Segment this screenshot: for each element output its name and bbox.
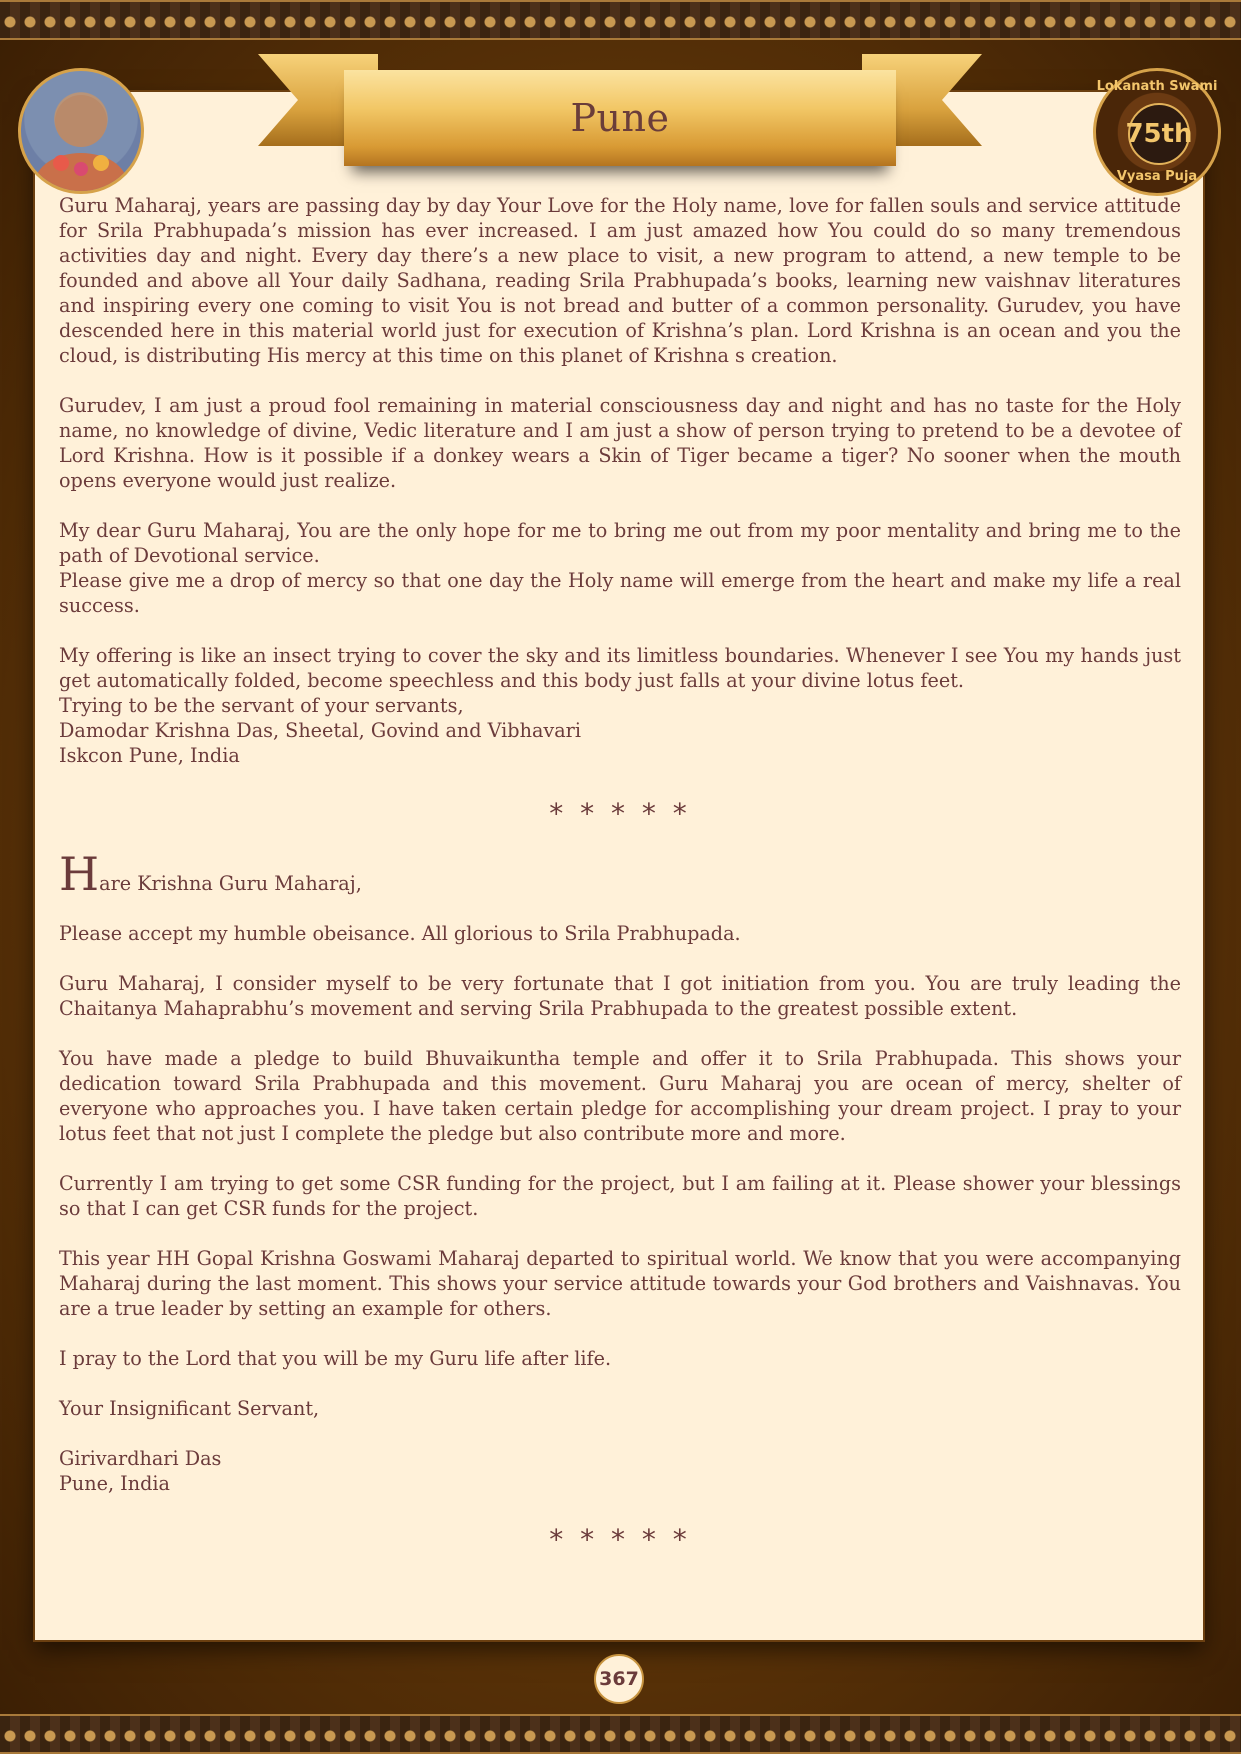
letter2-signature: Girivardhari Das (59, 1447, 222, 1470)
dropcap-letter: H (59, 847, 100, 901)
letter1-paragraph-2: Gurudev, I am just a proud fool remaining in material consciousness day and night and has no taste for the Holy name, no knowledge of divine, Vedic literature and I am just a show of person trying to pretend to be a devotee of Lord Krishna. How is it possible if a donkey wears a Skin of Tiger became a tiger? No sooner when the mouth opens everyone would just realize. (59, 394, 1181, 492)
page-content (59, 193, 1181, 1580)
letter1-paragraph-5: My offering is like an insect trying to cover the sky and its limitless boundaries. Whenever I see You my hands just get automatically folded, become speechless and this body just falls at your divine lotus feet. (59, 644, 1181, 692)
portrait-image (21, 71, 141, 191)
letter1-paragraph-4: Please give me a drop of mercy so that one day the Holy name will emerge from the heart and make my life a real success. (59, 569, 1181, 617)
letter2-paragraph-6: I pray to the Lord that you will be my Guru life after life. (59, 1347, 612, 1370)
title-ribbon (258, 50, 982, 170)
letter1-signature: Damodar Krishna Das, Sheetal, Govind and Vibhavari (59, 719, 581, 742)
seal-number: 75th (1128, 103, 1190, 165)
decorative-border-top (0, 0, 1241, 40)
letter1-closing: Trying to be the servant of your servants, (59, 694, 464, 717)
separator-stars: * * * * * (549, 797, 691, 830)
decorative-border-bottom (0, 1714, 1241, 1754)
vyasa-puja-seal (1093, 68, 1221, 196)
letter2-paragraph-5: This year HH Gopal Krishna Goswami Maharaj departed to spiritual world. We know that you were accompanying Maharaj during the last moment. This shows your service attitude towards your God brothers and Vaishnavas. You are a true leader by setting an example for others. (59, 1247, 1181, 1320)
salutation-text: are Krishna Guru Maharaj, (99, 872, 362, 895)
letter2-paragraph-2: Guru Maharaj, I consider myself to be very fortunate that I got initiation from you. You are truly leading the Chaitanya Mahaprabhu’s movement and serving Srila Prabhupada to the greatest possible extent. (59, 972, 1181, 1020)
seal-bottom-text: Vyasa Puja (1116, 169, 1198, 184)
ribbon-banner (344, 70, 896, 166)
page-number: 367 (594, 1654, 644, 1704)
page-title: Pune (570, 96, 670, 140)
letter1-location: Iskcon Pune, India (59, 744, 240, 767)
letter1-paragraph-3: My dear Guru Maharaj, You are the only hope for me to bring me out from my poor mentality and bring me to the path of Devotional service. (59, 519, 1181, 567)
letter2-paragraph-1: Please accept my humble obeisance. All glorious to Srila Prabhupada. (59, 922, 741, 945)
letter2-paragraph-7: Your Insignificant Servant, (59, 1397, 320, 1420)
letter2-salutation (59, 847, 1181, 901)
letter2-location: Pune, India (59, 1472, 170, 1495)
letter2-paragraph-4: Currently I am trying to get some CSR funding for the project, but I am failing at it. Please shower your blessings so that I can get CSR funds for the project. (59, 1172, 1181, 1220)
letter2-paragraph-3: You have made a pledge to build Bhuvaikuntha temple and offer it to Srila Prabhupada. This shows your dedication toward Srila Prabhupada and this movement. Guru Maharaj you are ocean of mercy, shelter of everyone who approaches you. I have taken certain pledge for accomplishing your dream project. I pray to your lotus feet that not just I complete the pledge but also contribute more and more. (59, 1047, 1181, 1145)
author-photo (18, 68, 144, 194)
letter1-paragraph-1: Guru Maharaj, years are passing day by day Your Love for the Holy name, love for fallen souls and service attitude for Srila Prabhupada’s mission has ever increased. I am just amazed how You could do so many tremendous activities day and night. Every day there’s a new place to visit, a new program to attend, a new temple to be founded and above all Your daily Sadhana, reading Srila Prabhupada’s books, learning new vaishnav literatures and inspiring every one coming to visit You is not bread and butter of a common personality. Gurudev, you have descended here in this material world just for execution of Krishna’s plan. Lord Krishna is an ocean and you the cloud, is distributing His mercy at this time on this planet of Krishna s creation. (59, 194, 1181, 367)
separator-stars-bottom: * * * * * (549, 1523, 691, 1556)
seal-top-text: Lokanath Swami (1096, 79, 1218, 94)
